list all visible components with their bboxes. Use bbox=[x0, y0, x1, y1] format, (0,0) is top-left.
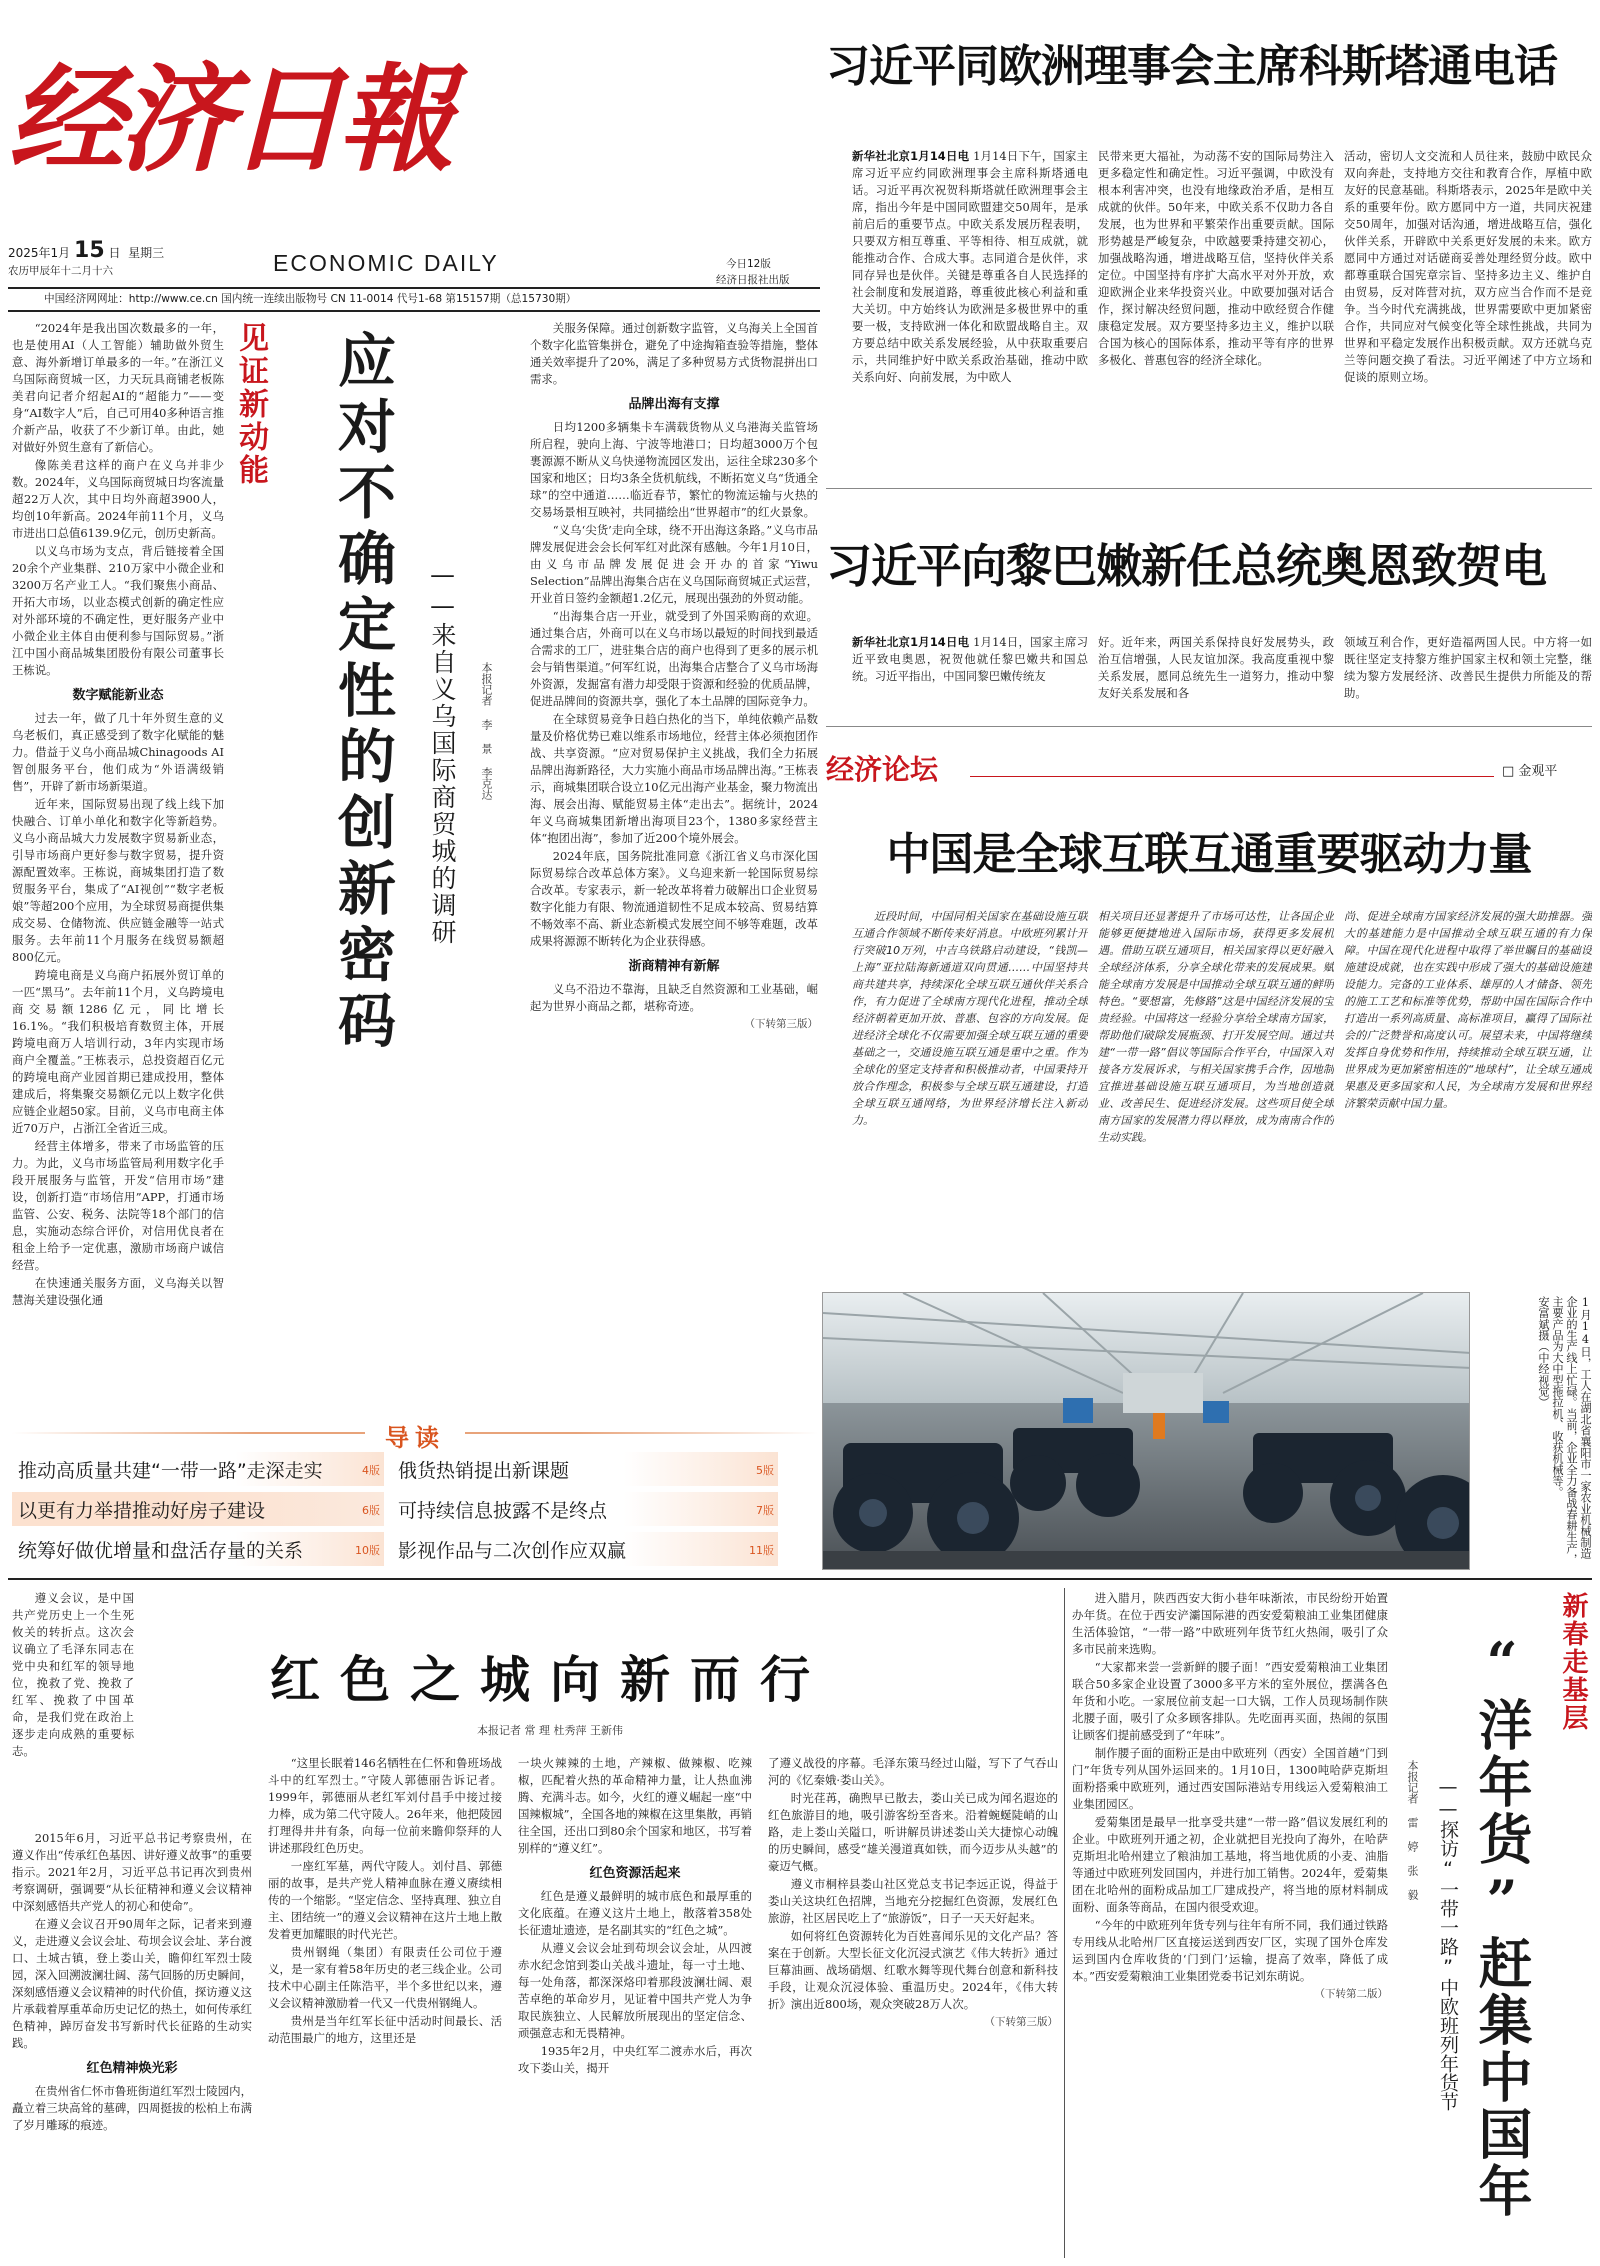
story2-col-3 bbox=[1344, 634, 1592, 706]
photo-credit: 安富斌摄（中经视觉） bbox=[1537, 1296, 1550, 1408]
date-suffix: 日 bbox=[108, 246, 121, 260]
red-c1-p3: 在贵州省仁怀市鲁班街道红军烈士陵园内，矗立着三块高耸的墓碑，四周挺拔的松柏上布满了岁月雕琢的痕迹。 bbox=[12, 2084, 252, 2132]
info-line: 中国经济网网址：http://www.ce.cn 国内统一连续出版物号 CN 11-0014 代号1-68 第15157期（总15730期） bbox=[44, 293, 577, 305]
forum-text-1: 近段时间，中国同相关国家在基础设施互联互通合作领域不断传来好消息。中欧班列累计开行突破10万列，中吉乌铁路启动建设，“钱凯—上海”亚拉陆海新通道双向贯通……中国坚持共商共建共享，持续深化全球互联互通伙伴关系合作，有力促进了全球南方现代化进程，推动全球经济朝着更加开放、普惠、包容的方向发展。促进经济全球化不仅需要加强全球互联互通的重要基础之一，交通设施互联互通是重中之重。作为全球化的坚定支持者和积极推动者，中国秉持开放合作理念，积极参与全球互联互通建设，打造全球互联互通网络，为世界经济增长注入新动力。 bbox=[852, 910, 1088, 1127]
story1-col-1 bbox=[852, 148, 1088, 476]
story2-text-3: 领域互利合作，更好造福两国人民。中方将一如既往坚定支持黎方维护国家主权和领土完整，继续为黎方发展经济、改善民生提供力所能及的帮助。 bbox=[1344, 635, 1592, 700]
guide-item[interactable] bbox=[392, 1452, 778, 1486]
guide-item-text: 可持续信息披露不是终点 bbox=[398, 1500, 608, 1522]
masthead bbox=[8, 8, 820, 286]
red-col-2 bbox=[268, 1755, 502, 2258]
forum-tag: 经济论坛 bbox=[826, 753, 939, 786]
spring-continued: （下转第二版） bbox=[1314, 1988, 1388, 2000]
story1-text-2: 民带来更大福祉，为动荡不安的国际局势注入更多稳定性和确定性。习近平强调，中欧没有根本利害冲突，也没有地缘政治矛盾，是相互成就的伙伴。50年来，中欧关系不仅助力各自发展，也为世界和平繁荣作出重要贡献。国际形势越是严峻复杂，中欧越要秉持建交初心，加强战略沟通，增进战略互信，坚持伙伴关系定位。中国坚持有序扩大高水平对外开放，欢迎欧洲企业来华投资兴业。中欧要加强对话合作，探讨解决经贸问题，推动中欧经贸合作健康稳定发展。双方要坚持多边主义，维护以联合国为核心的国际体系，推动平等有序的世界多极化、普惠包容的经济全球化。 bbox=[1098, 149, 1334, 367]
masthead-title: 经济日報 bbox=[8, 52, 448, 188]
red-intro bbox=[12, 1590, 134, 1822]
red-c4-p2: 时光荏苒，确煦早已散去，娄山关已成为闻名遐迩的红色旅游目的地，吸引游客纷至沓来。沿着蜿蜒陡峭的山路，走上娄山关隘口，听讲解员讲述娄山关大捷惊心动魄的历史瞬间，感受“雄关漫道真如铁，而今迈步从头越”的豪迈气概。 bbox=[768, 1791, 1058, 1873]
spring-byline: 本报记者 雷 婷 张 毅 bbox=[1406, 1760, 1419, 1900]
spring-tag: 新春走基层 bbox=[1558, 1592, 1588, 1732]
photo-caption-text: 1月14日，工人在湖北省襄阳市一家农业机械制造企业的生产线上忙碌。当前，企业全力备战春耕生产，主要产品为大中型拖拉机、收获机械等。 bbox=[1551, 1296, 1592, 1565]
red-col-1 bbox=[12, 1830, 252, 2258]
guide-item-text: 以更有力举措推动好房子建设 bbox=[18, 1500, 266, 1522]
story1-col-2 bbox=[1098, 148, 1334, 476]
spring-p1: 进入腊月，陕西西安大街小巷年味渐浓，市民纷纷开始置办年货。在位于西安浐灞国际港的西安爱菊粮油工业集团健康生活体验馆，“一带一路”中欧班列年货节红火热闹，吸引了众多市民前来选购。 bbox=[1072, 1591, 1388, 1656]
story2-dateline: 新华社北京1月14日电 bbox=[852, 635, 970, 649]
spring-col-1 bbox=[1072, 1590, 1388, 2258]
date-day: 15 bbox=[74, 238, 105, 263]
photo-caption bbox=[1474, 1296, 1592, 1570]
red-c4-p1: 了遵义战役的序幕。毛泽东策马经过山隘，写下了气吞山河的《忆秦娥·娄山关》。 bbox=[768, 1756, 1058, 1787]
lead-c2-p6: 2024年底，国务院批准同意《浙江省义乌市深化国际贸易综合改革总体方案》。义乌迎来新一轮国际贸易综合改革。专家表示，新一轮改革将着力破解出口企业贸易数字化能力有限、物流通道韧性不足成本较高、贸易结算不畅效率不高、新业态新模式发展空间不够等难题，改革成果将源源不断转化为企业获得感。 bbox=[530, 849, 818, 948]
red-c2-p4: 贵州是当年红军长征中活动时间最长、活动范围最广的地方，这里还是 bbox=[268, 2014, 502, 2045]
story2-headline: 习近平向黎巴嫩新任总统奥恩致贺电 bbox=[826, 539, 1546, 593]
masthead-english: ECONOMIC DAILY bbox=[273, 250, 499, 276]
lead-p3: 以义乌市场为支点，背后链接着全国20余个产业集群、210万家中小微企业和3200万名产业工人。“我们聚焦小商品、开拓大市场，以业态模式创新的确定性应对外部环境的不确定性，更好服务产业中小微企业主体自由便利参与国际贸易。”浙江中国小商品城集团股份有限公司董事长王栋说。 bbox=[12, 544, 224, 677]
spring-p2: “大家都来尝一尝新鲜的腰子面！”西安爱菊粮油工业集团联合50多家企业设置了3000多平方米的室外展位，摆满各色年货和小吃。一家展位前支起一口大锅，工作人员现场制作陕北腰子面，吸引了众多顾客排队。先吃面再买面，热闹的氛围让顾客们提前感受到了“年味”。 bbox=[1072, 1660, 1388, 1742]
story2-text-1: 1月14日，国家主席习近平致电奥恩，祝贺他就任黎巴嫩共和国总统。习近平指出，中国同黎巴嫩传统友 bbox=[852, 635, 1088, 683]
guide-item-page: 5版 bbox=[756, 1464, 774, 1477]
guide-item[interactable] bbox=[12, 1532, 384, 1566]
red-c4-p4: 如何将红色资源转化为百姓喜闻乐见的文化产品？答案在于创新。大型长征文化沉浸式演艺《伟大转折》通过巨幕油画、战场硝烟、红歌水舞等现代舞台创意和新科技手段，让观众沉浸体验、重温历史。2024年，《伟大转折》演出近800场，观众突破28万人次。 bbox=[768, 1929, 1058, 2011]
guide-item[interactable] bbox=[392, 1492, 778, 1526]
story1-col-3 bbox=[1344, 148, 1592, 476]
story2-rule bbox=[826, 726, 1592, 727]
lead-subhead-brand: 品牌出海有支撑 bbox=[628, 397, 720, 412]
red-c3-p2: 红色是遵义最鲜明的城市底色和最厚重的文化底蕴。在遵义这片土地上，散落着358处长征遗址遗迹，是名副其实的“红色之城”。 bbox=[518, 1889, 752, 1937]
lead-c2-p3: “义乌‘尖货’走向全球，绕不开出海这条路。”义乌市品牌发展促进会会长何军红对此深有感触。今年1月10日，由义乌市品牌发展促进会开办的首家“Yiwu Selection”品牌出海集合店在义乌国际商贸城正式运营，开业首日签约金额超1.2亿元，展现出强劲的外贸动能。 bbox=[530, 523, 818, 605]
red-c3-p1: 一块火辣辣的土地，产辣椒、做辣椒、吃辣椒，匹配着火热的革命精神力量，让人热血沸腾、充满斗志。如今，火红的遵义崛起一座“中国辣椒城”，全国各地的辣椒在这里集散，再销往全国，还出口到80余个国家和地区，书写着别样的“遵义红”。 bbox=[518, 1756, 752, 1855]
red-c2-p2: 一座红军墓，两代守陵人。刘付昌、郭德丽的故事，是共产党人精神血脉在遵义赓续相传的一个缩影。“坚定信念、坚持真理、独立自主、团结统一”的遵义会议精神在这片土地上散发着更加耀眼的时代光芒。 bbox=[268, 1859, 502, 1941]
guide-item-page: 6版 bbox=[362, 1504, 380, 1517]
guide-item-page: 11版 bbox=[749, 1544, 774, 1557]
red-c1-p2: 在遵义会议召开90周年之际，记者来到遵义，走进遵义会议会址、苟坝会议会址、茅台渡口、土城古镇，登上娄山关，瞻仰红军烈士陵园，深入回溯波澜壮阔、荡气回肠的历史瞬间，深刻感悟遵义会议精神的时代价值，探访遵义这片承载着厚重革命历史记忆的热土，如何传承红色精神，踔厉奋发书写新时代长征路的生动实践。 bbox=[12, 1917, 252, 2050]
lead-continued: （下转第三版） bbox=[744, 1018, 818, 1030]
red-col-4 bbox=[768, 1755, 1058, 2258]
guide-item[interactable] bbox=[12, 1452, 384, 1486]
guide-title-bar bbox=[12, 1418, 818, 1452]
guide-list bbox=[12, 1452, 818, 1568]
guide-item-text: 影视作品与二次创作应双赢 bbox=[398, 1540, 627, 1562]
spring-p5: “今年的中欧班列年货专列与往年有所不同，我们通过铁路专用线从北哈州厂区直接运送到西安厂区，实现了国外仓库发运到国内仓库收货的‘门到门’运输，提高了效率，降低了成本。”西安爱菊粮油工业集团党委书记刘东萌说。 bbox=[1072, 1918, 1388, 1983]
red-col-3 bbox=[518, 1755, 752, 2258]
story1-text-3: 活动，密切人文交流和人员往来，鼓励中欧民众双向奔赴，支持地方交往和教育合作，厚植中欧友好的民意基础。科斯塔表示，2025年是欧中关系的重要年份。欧方愿同中方一道，共同庆祝建交50周年，加强对话沟通，增进战略互信，强化伙伴关系，开辟欧中关系更好发展的未来。欧方愿同中方通过对话磋商妥善处理经贸分歧。欧中都尊重联合国宪章宗旨、坚持多边主义、维护自由贸易，反对阵营对抗，双方应当合作而不是竞争。当今时代充满挑战，世界需要欧中更加紧密合作，共同应对气候变化等全球性挑战，共同为世界和平稳定发展作出积极贡献。双方还就乌克兰等问题交换了看法。习近平阐述了中方立场和促谈的原则立场。 bbox=[1344, 149, 1592, 384]
lead-col-1 bbox=[12, 320, 224, 1412]
guide-item-page: 4版 bbox=[362, 1464, 380, 1477]
red-byline: 本报记者 常 理 杜秀萍 王新伟 bbox=[477, 1724, 623, 1737]
lead-p6: 跨境电商是义乌商户拓展外贸订单的一匹“黑马”。去年前11个月，义乌跨境电商交易额1286亿元，同比增长16.1%。“我们积极培育数贸主体，开展跨境电商万人培训行动，3年内实现市场商户全覆盖。”王栋表示，总投资超百亿元的跨境电商产业园首期已建成投用，整体建成后，将集聚交易额亿元以上数字化供应链企业超50家。目前，义乌市电商主体近70万户，占浙江全省近三成。 bbox=[12, 968, 224, 1135]
page-count: 今日12版 bbox=[726, 258, 771, 270]
lead-p5: 近年来，国际贸易出现了线上线下加快融合、订单小单化和数字化等新趋势。义乌小商品城大力发展数字贸易新业态，引导市场商户更好参与数字贸易，提升资源配置效率。王栋说，商城集团打造了数贸服务平台，集成了“AI视创”“数字老板娘”等超200个应用，为全球贸易商提供集成交易、仓储物流、供应链金融等一站式服务。去年前11个月服务在线贸易额超800亿元。 bbox=[12, 797, 224, 964]
story2-col-2 bbox=[1098, 634, 1334, 706]
story2-text-2: 好。近年来，两国关系保持良好发展势头，政治互信增强，人民友谊加深。我高度重视中黎关系发展，愿同总统先生一道努力，推动中黎友好关系发展和各 bbox=[1098, 635, 1334, 700]
lead-byline: 本报记者 李 景 李克达 bbox=[480, 662, 493, 800]
spring-p4: 爱菊集团是最早一批享受共建“一带一路”倡议发展红利的企业。中欧班列开通之初，企业就把目光投向了海外，在哈萨克斯坦北哈州建立了粮油加工基地，将当地优质的小麦、油脂等通过中欧班列发回国内，并进行加工销售。2024年，爱菊集团在北哈州的面粉成品加工厂建成投产，将当地的原材料制成面粉、面条等商品，在国内很受欢迎。 bbox=[1072, 1815, 1388, 1914]
forum-col-1 bbox=[852, 908, 1088, 1238]
forum-col-3 bbox=[1344, 908, 1592, 1238]
section-tag-new-momentum: 见证新动能 bbox=[233, 322, 268, 487]
forum-author: □ 金观平 bbox=[1502, 764, 1558, 779]
red-subhead-resources: 红色资源活起来 bbox=[589, 1866, 681, 1881]
forum-text-3: 尚、促进全球南方国家经济发展的强大助推器。强大的基建能力是中国推动全球互联互通的有力保障。中国在现代化进程中取得了举世瞩目的基础设施建设成就，也在实践中形成了强大的基础设施建设能力。完备的工业体系、雄厚的人才储备、领先的施工工艺和标准等优势，帮助中国在国际合作中打造出一系列高质量、高标准项目，赢得了国际社会的广泛赞誉和高度认可。展望未来，中国将继续发挥自身优势和作用，持续推动全球互联互通，让世界成为更加紧密相连的“地球村”，让全球互通成果惠及更多国家和人民，为全球南方发展和世界经济繁荣贡献中国力量。 bbox=[1344, 910, 1592, 1110]
guide-title: 导读 bbox=[365, 1418, 465, 1453]
lead-col-2 bbox=[530, 320, 818, 1412]
story-divider bbox=[1064, 1588, 1065, 2258]
lead-c2-p4: “出海集合店一开业，就受到了外国采购商的欢迎。通过集合店，外商可以在义乌市场以最短的时间找到最适合需求的工厂，进驻集合店的商户也得到了更多的展示机会与销售渠道。”何军红说，出海集合店整合了义乌市场海外资源，发掘富有潜力却受限于资源和经验的优质品牌，促进品牌间的资源共享，强化了本土品牌的国际竞争力。 bbox=[530, 609, 818, 708]
story1-rule bbox=[826, 488, 1592, 489]
lead-p2: 像陈美君这样的商户在义乌并非少数。2024年，义乌国际商贸城日均客流量超22万人次，其中日均外商超3900人，均创10年新高。2024年前11个月，义乌市进出口总值6139.9亿元，创历史新高。 bbox=[12, 458, 224, 540]
guide-item-text: 推动高质量共建“一带一路”走深走实 bbox=[18, 1460, 323, 1482]
lunar-date: 农历甲辰年十二月十六 bbox=[8, 265, 113, 277]
story1-text-1: 1月14日下午，国家主席习近平应约同欧洲理事会主席科斯塔通电话。习近平再次祝贺科斯塔就任欧洲理事会主席，指出今年是中国同欧盟建交50周年，是承前启后的重要节点。中欧关系发展历程表明，只要双方相互尊重、平等相待、相互成就，就能推动合作、合成大事。志同道合是伙伴，求同存异也是伙伴。关键是尊重各自人民选择的社会制度和发展道路，尊重彼此核心利益和重大关切。中方始终认为欧洲是多极世界中的重要一极，支持欧洲一体化和欧盟战略自主。双方要总结中欧关系发展经验，从中获取重要启示，共同维护好中欧关系政治基础，推动中欧关系向好、向前发展，为中欧人 bbox=[852, 149, 1088, 384]
date-year: 2025年1月 bbox=[8, 246, 71, 260]
red-continued: （下转第三版） bbox=[984, 2016, 1058, 2028]
red-c3-p3: 从遵义会议会址到苟坝会议会址，从四渡赤水纪念馆到娄山关战斗遗址，每一寸土地、每一处角落，都深深烙印着那段波澜壮阔、艰苦卓绝的革命岁月，见证着中国共产党人为争取民族独立、人民解放所展现出的坚定信念、顽强意志和无畏精神。 bbox=[518, 1941, 752, 2040]
story2-col-1 bbox=[852, 634, 1088, 706]
lead-subheadline: ——来自义乌国际商贸城的调研 bbox=[428, 560, 457, 946]
lead-p1: “2024年是我出国次数最多的一年，也是使用AI（人工智能）辅助做外贸生意、海外新增订单最多的一年。”在浙江义乌国际商贸城一区，力天玩具商铺老板陈美君向记者介绍起AI的“超能力”——变身“AI数字人”后，自己可用40多种语言推介新产品，收获了不少新订单。由此，她对做好外贸生意有了新信心。 bbox=[12, 321, 224, 454]
story1-headline: 习近平同欧洲理事会主席科斯塔通电话 bbox=[826, 41, 1557, 92]
guide-item[interactable] bbox=[392, 1532, 778, 1566]
spring-p3: 制作腰子面的面粉正是由中欧班列（西安）全国首趟“门到门”年货专列从国外运回来的。1月10日，1300吨哈萨克斯坦面粉搭乘中欧班列，通过西安国际港站专用线运入爱菊粮油工业集团园区。 bbox=[1072, 1746, 1388, 1811]
red-c4-p3: 遵义市桐梓县娄山社区党总支书记李远正说，得益于娄山关这块红色招牌，当地充分挖掘红色资源，发展红色旅游，社区居民吃上了“旅游饭”，日子一天天好起来。 bbox=[768, 1877, 1058, 1925]
publisher: 经济日报社出版 bbox=[716, 274, 790, 286]
guide-item-text: 统筹好做优增量和盘活存量的关系 bbox=[18, 1540, 304, 1562]
lead-c2-p7: 义乌不沿边不靠海，且缺乏自然资源和工业基础，崛起为世界小商品之都，堪称奇迹。 bbox=[530, 982, 818, 1013]
guide-item-text: 俄货热销提出新课题 bbox=[398, 1460, 570, 1482]
lead-c2-p5: 在全球贸易竞争日趋白热化的当下，单纯依赖产品数量及价格优势已难以维系市场地位，经营主体必须抱团作战、共享资源。“应对贸易保护主义挑战，我们全力拓展品牌出海新路径，大力实施小商品市场品牌出海。”王栋表示，商城集团联合设立10亿元出海产业基金，聚力物流出海、展会出海、赋能贸易主体“走出去”。据统计，2024年义乌商城集团新增出海项目23个，1380多家经营主体“抱团出海”，参加了近200个境外展会。 bbox=[530, 712, 818, 845]
masthead-rule bbox=[8, 287, 820, 289]
red-c1-p1: 2015年6月，习近平总书记考察贵州，在遵义作出“传承红色基因、讲好遵义故事”的重要指示。2021年2月，习近平总书记再次到贵州考察调研，强调要“从长征精神和遵义会议精神中深刻感悟共产党人的初心和使命”。 bbox=[12, 1831, 252, 1913]
lead-p4: 过去一年，做了几十年外贸生意的义乌老板们，真正感受到了数字化赋能的魅力。借益于义乌小商品城Chinagoods AI智创服务平台，他们成为“外语满级销售”，开辟了新市场新渠道。 bbox=[12, 711, 224, 793]
lower-section-rule bbox=[8, 1578, 1592, 1580]
red-headline: 红色之城向新而行 bbox=[270, 1651, 830, 1709]
forum-col-2 bbox=[1098, 908, 1334, 1238]
date-line bbox=[8, 238, 164, 263]
factory-photo bbox=[822, 1292, 1470, 1570]
lead-headline: 应对不确定性的创新密码 bbox=[328, 330, 396, 1056]
red-subhead-spirit: 红色精神焕光彩 bbox=[86, 2061, 178, 2076]
forum-headline: 中国是全球互联互通重要驱动力量 bbox=[886, 829, 1532, 880]
guide-item-page: 10版 bbox=[355, 1544, 380, 1557]
forum-text-2: 相关项目还显著提升了市场可达性，让各国企业能够更便捷地进入国际市场，获得更多发展机遇。借助互联互通项目，相关国家得以更好融入全球经济体系，分享全球化带来的发展成果。赋能全球南方发展是中国推动全球互联互通的鲜明特色。“要想富，先修路”这是中国经济发展的宝贵经验。中国将这一经验分享给全球南方国家，帮助他们破除发展瓶颈、打开发展空间。通过共建“一带一路”倡议等国际合作平台，中国深入对接各方发展诉求，与相关国家携手合作，因地制宜推进基础设施互联互通项目，为当地创造就业、改善民生、促进经济发展。这些项目使全球南方国家的发展潜力得以释放，成为南南合作的生动实践。 bbox=[1098, 910, 1334, 1144]
spring-headline: “洋年货”赶集中国年 bbox=[1470, 1630, 1534, 2220]
weekday: 星期三 bbox=[128, 246, 165, 260]
lead-subhead-digital: 数字赋能新业态 bbox=[72, 688, 164, 703]
lead-c2-p1: 关服务保障。通过创新数字监管，义乌海关上全国首个数字化监管集拼仓，避免了中途掏箱查验等措施，整体通关效率提升了20%，满足了多种贸易方式货物混拼出口需求。 bbox=[530, 321, 818, 386]
story1-dateline: 新华社北京1月14日电 bbox=[852, 149, 970, 163]
tractor-production-line-image bbox=[823, 1293, 1470, 1570]
lead-p8: 在快速通关服务方面，义乌海关以智慧海关建设强化通 bbox=[12, 1276, 224, 1307]
lead-subhead-zheshang: 浙商精神有新解 bbox=[628, 959, 720, 974]
red-c3-p4: 1935年2月，中央红军二渡赤水后，再次攻下娄山关，揭开 bbox=[518, 2044, 752, 2075]
guide-item-page: 7版 bbox=[756, 1504, 774, 1517]
lead-c2-p2: 日均1200多辆集卡车满载货物从义乌港海关监管场所启程，驶向上海、宁波等地港口；日均超3000万个包裹源源不断从义乌快递物流园区发出，运往全球230多个国家和地区；日均3条全货机航线，不断拓宽义乌“货通全球”的空中通道……临近春节，繁忙的物流运输与火热的交易场景相互映衬，共同描绘出“世界超市”的红火景象。 bbox=[530, 420, 818, 519]
info-rule bbox=[8, 310, 820, 312]
red-c2-p3: 贵州钢绳（集团）有限责任公司位于遵义，是一家有着58年历史的老三线企业。公司技术中心副主任陈浩平，半个多世纪以来，遵义会议精神激励着一代又一代贵州钢绳人。 bbox=[268, 1945, 502, 2010]
red-intro-text: 遵义会议，是中国共产党历史上一个生死攸关的转折点。这次会议确立了毛泽东同志在党中央和红军的领导地位，挽救了党、挽救了红军、挽救了中国革命，是我们党在政治上逐步走向成熟的重要标志。 bbox=[12, 1591, 134, 1758]
guide-item[interactable] bbox=[12, 1492, 384, 1526]
lead-p7: 经营主体增多，带来了市场监管的压力。为此，义乌市场监管局利用数字化手段开展服务与监管，开发“信用市场”建设，创新打造“市场信用”APP，打通市场监管、公安、税务、法院等18个部门的信息，实施动态综合评价，对信用优良者在租金上给予一定优惠，激励市场商户诚信经营。 bbox=[12, 1139, 224, 1272]
forum-tag-rule bbox=[970, 776, 1494, 777]
red-c2-p1: “这里长眠着146名牺牲在仁怀和鲁班场战斗中的红军烈士。”守陵人郭德丽告诉记者。1999年，郭德丽从老红军刘付昌手中接过接力棒，成为第二代守陵人。26年来，他把陵园打理得井井有条，向每一位前来瞻仰祭拜的人讲述那段红色历史。 bbox=[268, 1756, 502, 1855]
spring-subheadline: ——探访“一带一路”中欧班列年货节 bbox=[1437, 1776, 1459, 2111]
